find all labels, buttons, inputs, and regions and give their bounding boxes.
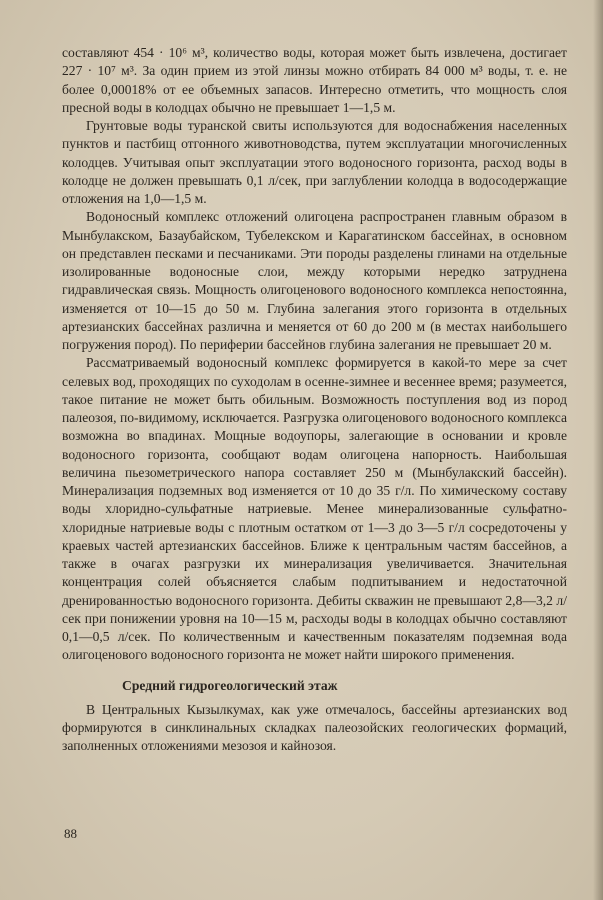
paragraph-2: Грунтовые воды туранской свиты используются для водоснабжения населенных пунктов и пастбищ отгонного животноводства, путем эксплуатации многочисленных колодцев. Учитывая опыт эксплуатации этого водоносного горизонта, расход воды в колодце не должен превышать 0,1 л/сек, при заглублении колодца в водосодержащие отложения на 1,0—1,5 м. — [62, 118, 567, 206]
page-number: 88 — [64, 826, 77, 841]
paragraph-5: В Центральных Кызылкумах, как уже отмечалось, бассейны артезианских вод формируются в синклинальных складках палеозойских геологических формаций, заполненных отложениями мезозоя и кайнозоя. — [62, 701, 567, 753]
paragraph-4: Рассматриваемый водоносный комплекс формируется в какой-то мере за счет селевых вод, проходящих по суходолам в осенне-зимнее и весеннее время; разумеется, такое питание не может быть обильным. Возможность поступления вод из пород палеозоя, по-видимому, исключается. Разгрузка олигоценового водоносного комплекса возможна во впадинах. Мощные водоупоры, залегающие в основании и кровле водоносного горизонта, сообщают водам олигоцена напорность. Наибольшая величина пьезометрического напора составляет 250 м (Мынбулакский бассейн). Минерализация подземных вод изменяется от 10 до 35 г/л. По химическому составу воды хлоридно-сульфатные натриевые. Менее минерализованные сульфатно-хлоридные натриевые воды с плотным остатком от 1—3 до 3—5 г/л сосредоточены у краевых частей артезианских бассейнов. Ближе к центральным частям бассейнов, а также в очагах разгрузки их минерализация увеличивается. Значительная концентрация солей объясняется слабым подпитыванием и недостаточной дренированностью водоносного горизонта. Дебиты скважин не превышают 2,8—3,2 л/сек при понижении уровня на 10—15 м, расходы воды в колодцах обычно составляют 0,1—0,5 л/сек. По количественным и качественным показателям подземная вода олигоценового водоносного горизонта не может найти широкого применения. — [62, 355, 567, 663]
paragraph-3: Водоносный комплекс отложений олигоцена распространен главным образом в Мынбулакском, Базаубайском, Тубелекском и Карагатинском бассейнах, в основном он представлен песками и песчаниками. Эти породы разделены глинами на отдельные изолированные водоносные слои, между которыми нередко затруднена гидравлическая связь. Мощность олигоценового водоносного комплекса непостоянна, изменяется от 10—15 до 50 м. Глубина залегания этого горизонта в отдельных артезианских бассейнах различна и меняется от 60 до 200 м (в местах наибольшего погружения пород). По периферии бассейнов глубина залегания не превышает 20 м. — [62, 209, 567, 352]
paragraph-1: составляют 454 · 10⁶ м³, количество воды, которая может быть извлечена, достигает 227 · 10⁷ м³. За один прием из этой линзы можно отбирать 84 000 м³ воды, т. е. не более 0,00018% от ее объемных запасов. Интересно отметить, что мощность слоя пресной воды в колодцах обычно не превышает 1—1,5 м. — [62, 45, 567, 115]
section-heading: Средний гидрогеологический этаж — [122, 677, 338, 693]
